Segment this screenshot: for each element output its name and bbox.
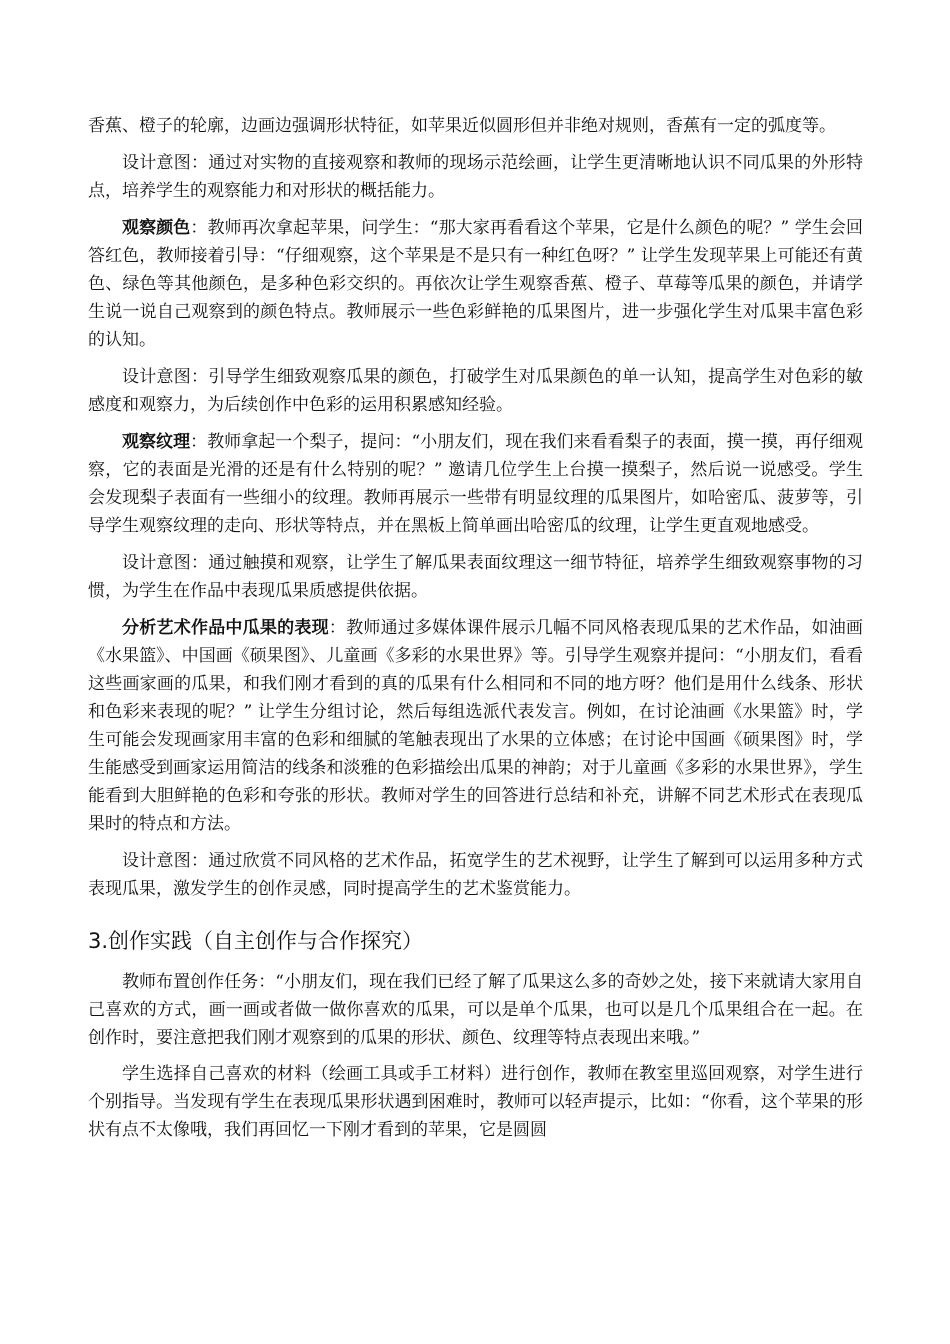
paragraph-creative-task: 教师布置创作任务：“小朋友们，现在我们已经了解了瓜果这么多的奇妙之处，接下来就请大家用自己喜欢的方式，画一画或者做一做你喜欢的瓜果，可以是单个瓜果，也可以是几个瓜果组合在一起。在创作时，要注意把我们刚才观察到的瓜果的形状、颜色、纹理等特点表现出来哦。” <box>88 972 863 1048</box>
observe-color-lead: 观察颜色 <box>122 218 191 238</box>
paragraph-design-intent-shape: 设计意图：通过对实物的直接观察和教师的现场示范绘画，让学生更清晰地认识不同瓜果的外形特点，培养学生的观察能力和对形状的概括能力。 <box>88 153 863 201</box>
observe-texture-body: ：教师拿起一个梨子，提问：“小朋友们，现在我们来看看梨子的表面，摸一摸，再仔细观察，它的表面是光滑的还是有什么特别的呢？” 邀请几位学生上台摸一摸梨子，然后说一说感受。学生会发现梨子表面有一些细小的纹理。教师再展示一些带有明显纹理的瓜果图片，如哈密瓜、菠萝等，引导学生观察纹理的走向、形状等特点，并在黑板上简单画出哈密瓜的纹理，让学生更直观地感受。 <box>88 432 863 536</box>
analyze-artworks-body: ：教师通过多媒体课件展示几幅不同风格表现瓜果的艺术作品，如油画《水果篮》、中国画《硕果图》、儿童画《多彩的水果世界》等。引导学生观察并提问：“小朋友们，看看这些画家画的瓜果，和我们刚才看到的真的瓜果有什么相同和不同的地方呀？他们是用什么线条、形状和色彩来表现的呢？” 让学生分组讨论，然后每组选派代表发言。例如，在讨论油画《水果篮》时，学生可能会发现画家用丰富的色彩和细腻的笔触表现出了水果的立体感；在讨论中国画《硕果图》时，学生能感受到画家运用简洁的线条和淡雅的色彩描绘出瓜果的神韵；对于儿童画《多彩的水果世界》，学生能看到大胆鲜艳的色彩和夸张的形状。教师对学生的回答进行总结和补充，讲解不同艺术形式在表现瓜果时的特点和方法。 <box>88 618 864 834</box>
analyze-artworks-lead: 分析艺术作品中瓜果的表现 <box>122 618 329 638</box>
paragraph-shape-demo: 香蕉、橙子的轮廓，边画边强调形状特征，如苹果近似圆形但并非绝对规则，香蕉有一定的弧度等。 <box>88 116 836 136</box>
section-heading-creative-practice: 3.创作实践（自主创作与合作探究） <box>88 929 424 953</box>
document-page <box>88 112 863 1153</box>
paragraph-observe-texture <box>88 428 863 540</box>
paragraph-design-intent-texture: 设计意图：通过触摸和观察，让学生了解瓜果表面纹理这一细节特征，培养学生细致观察事物的习惯，为学生在作品中表现瓜果质感提供依据。 <box>88 553 863 601</box>
paragraph-observe-color <box>88 214 863 354</box>
observe-texture-lead: 观察纹理 <box>122 432 191 452</box>
paragraph-design-intent-color: 设计意图：引导学生细致观察瓜果的颜色，打破学生对瓜果颜色的单一认知，提高学生对色彩的敏感度和观察力，为后续创作中色彩的运用积累感知经验。 <box>88 367 863 415</box>
paragraph-student-creation: 学生选择自己喜欢的材料（绘画工具或手工材料）进行创作，教师在教室里巡回观察，对学生进行个别指导。当发现有学生在表现瓜果形状遇到困难时，教师可以轻声提示，比如：“你看，这个苹果的形状有点不太像哦，我们再回忆一下刚才看到的苹果，它是圆圆 <box>88 1064 863 1140</box>
paragraph-design-intent-artworks: 设计意图：通过欣赏不同风格的艺术作品，拓宽学生的艺术视野，让学生了解到可以运用多种方式表现瓜果，激发学生的创作灵感，同时提高学生的艺术鉴赏能力。 <box>88 851 863 899</box>
observe-color-body: ：教师再次拿起苹果，问学生：“那大家再看看这个苹果，它是什么颜色的呢？” 学生会回答红色，教师接着引导：“仔细观察，这个苹果是不是只有一种红色呀？” 让学生发现苹果上可能还有黄色、绿色等其他颜色，是多种色彩交织的。再依次让学生观察香蕉、橙子、草莓等瓜果的颜色，并请学生说一说自己观察到的颜色特点。教师展示一些色彩鲜艳的瓜果图片，进一步强化学生对瓜果丰富色彩的认知。 <box>88 218 864 350</box>
paragraph-analyze-artworks <box>88 614 863 838</box>
